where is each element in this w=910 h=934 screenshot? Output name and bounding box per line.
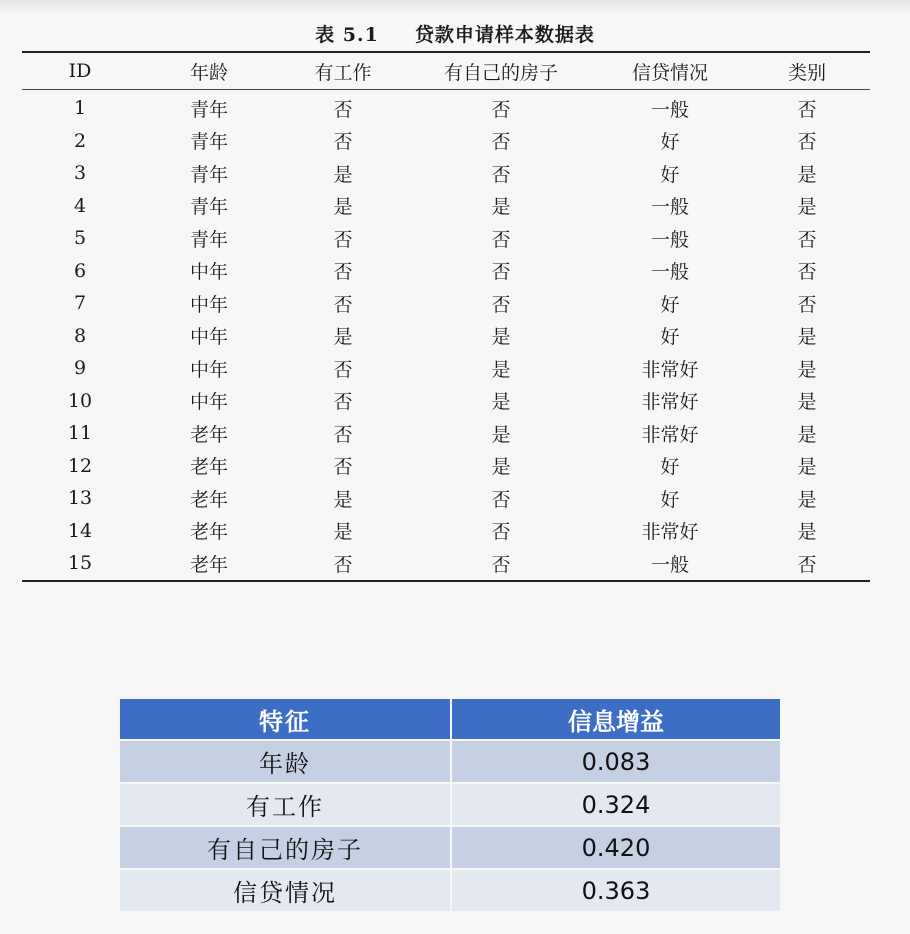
cell-credit: 好 <box>660 326 680 349</box>
gain-feature-cell: 年龄 <box>120 739 452 782</box>
cell-id: 3 <box>73 162 87 185</box>
table-row <box>22 90 870 125</box>
table-row <box>22 320 870 353</box>
table-caption <box>0 20 910 47</box>
cell-class: 是 <box>797 163 817 186</box>
cell-has-job: 否 <box>280 547 406 581</box>
cell-id: 8 <box>73 324 87 347</box>
cell-age: 中年 <box>189 261 228 284</box>
cell-id: 13 <box>67 487 93 510</box>
cell-class: 否 <box>797 293 817 316</box>
gain-row <box>120 868 780 911</box>
gain-feature-cell: 有工作 <box>120 782 452 825</box>
cell-age: 中年 <box>189 358 228 381</box>
cell-id: 5 <box>73 227 87 250</box>
cell-has-job: 否 <box>333 391 353 414</box>
cell-has-job: 否 <box>333 98 353 121</box>
cell-own-house: 否 <box>491 131 511 154</box>
table-row <box>22 222 870 255</box>
cell-class: 是 <box>797 488 817 511</box>
gain-row <box>120 825 780 868</box>
info-gain-table <box>120 699 780 911</box>
cell-own-house: 是 <box>491 456 511 479</box>
gain-value-cell: 0.083 <box>452 739 780 782</box>
cell-class: 否 <box>744 547 870 581</box>
cell-has-job: 否 <box>333 423 353 446</box>
cell-own-house: 是 <box>491 196 511 219</box>
gain-value-cell: 0.324 <box>452 782 780 825</box>
cell-age: 青年 <box>189 163 228 186</box>
cell-age: 青年 <box>189 228 228 251</box>
cell-age: 中年 <box>189 293 228 316</box>
loan-sample-table <box>22 51 870 582</box>
header-row <box>22 52 870 90</box>
cell-own-house: 是 <box>491 391 511 414</box>
cell-id: 15 <box>22 547 138 581</box>
header-id: ID <box>22 52 138 90</box>
gain-header-row <box>120 699 780 739</box>
table-row <box>22 482 870 515</box>
cell-own-house: 否 <box>491 521 511 544</box>
table-row <box>22 255 870 288</box>
table-row <box>22 287 870 320</box>
cell-has-job: 是 <box>333 196 353 219</box>
cell-credit: 非常好 <box>641 358 699 381</box>
cell-own-house: 否 <box>491 488 511 511</box>
cell-age: 青年 <box>189 196 228 219</box>
table-row <box>22 417 870 450</box>
cell-own-house: 否 <box>491 163 511 186</box>
cell-class: 否 <box>797 261 817 284</box>
table-row <box>22 385 870 418</box>
cell-has-job: 否 <box>333 293 353 316</box>
gain-feature-cell: 信贷情况 <box>120 868 452 911</box>
cell-credit: 好 <box>660 488 680 511</box>
table-row <box>22 547 870 581</box>
cell-class: 是 <box>797 423 817 446</box>
cell-class: 是 <box>797 456 817 479</box>
cell-class: 是 <box>797 358 817 381</box>
gain-table-body <box>120 739 780 911</box>
cell-credit: 非常好 <box>641 391 699 414</box>
cell-own-house: 否 <box>491 98 511 121</box>
cell-has-job: 否 <box>333 228 353 251</box>
header-credit: 信贷情况 <box>596 52 744 90</box>
cell-has-job: 否 <box>333 358 353 381</box>
cell-class: 否 <box>797 131 817 154</box>
header-has-job: 有工作 <box>280 52 406 90</box>
cell-id: 11 <box>67 422 93 445</box>
cell-own-house: 否 <box>491 228 511 251</box>
cell-credit: 好 <box>660 456 680 479</box>
header-own-house: 有自己的房子 <box>406 52 596 90</box>
gain-header-value: 信息增益 <box>452 699 780 739</box>
caption-number: 表 5.1 <box>315 24 379 46</box>
cell-has-job: 是 <box>333 326 353 349</box>
cell-credit: 非常好 <box>641 521 699 544</box>
cell-id: 1 <box>73 97 87 120</box>
table-row <box>22 190 870 223</box>
cell-age: 老年 <box>189 456 228 479</box>
cell-age: 青年 <box>189 131 228 154</box>
cell-own-house: 否 <box>491 293 511 316</box>
cell-class: 是 <box>797 391 817 414</box>
cell-id: 6 <box>73 259 87 282</box>
cell-credit: 好 <box>660 131 680 154</box>
cell-age: 老年 <box>189 521 228 544</box>
cell-credit: 一般 <box>650 196 689 219</box>
table-row <box>22 352 870 385</box>
table-row <box>22 515 870 548</box>
cell-credit: 非常好 <box>641 423 699 446</box>
cell-class: 是 <box>797 521 817 544</box>
cell-credit: 一般 <box>650 98 689 121</box>
cell-class: 否 <box>797 98 817 121</box>
cell-class: 否 <box>797 228 817 251</box>
cell-id: 7 <box>73 292 87 315</box>
cell-id: 12 <box>67 454 93 477</box>
cell-id: 14 <box>67 519 93 542</box>
gain-row <box>120 739 780 782</box>
cell-age: 中年 <box>189 326 228 349</box>
header-class: 类别 <box>744 52 870 90</box>
cell-id: 4 <box>73 194 87 217</box>
cell-own-house: 否 <box>491 261 511 284</box>
cell-has-job: 是 <box>333 163 353 186</box>
cell-age: 中年 <box>189 391 228 414</box>
gain-row <box>120 782 780 825</box>
cell-own-house: 是 <box>491 423 511 446</box>
cell-age: 老年 <box>189 488 228 511</box>
cell-id: 2 <box>73 129 87 152</box>
cell-id: 10 <box>67 389 93 412</box>
gain-value-cell: 0.363 <box>452 868 780 911</box>
cell-has-job: 否 <box>333 131 353 154</box>
cell-has-job: 否 <box>333 456 353 479</box>
cell-credit: 一般 <box>596 547 744 581</box>
table-row <box>22 125 870 158</box>
cell-credit: 一般 <box>650 228 689 251</box>
cell-own-house: 是 <box>491 326 511 349</box>
cell-has-job: 是 <box>333 521 353 544</box>
cell-age: 老年 <box>189 423 228 446</box>
gain-feature-cell: 有自己的房子 <box>120 825 452 868</box>
table-row <box>22 450 870 483</box>
cell-credit: 一般 <box>650 261 689 284</box>
cell-class: 是 <box>797 326 817 349</box>
cell-id: 9 <box>73 357 87 380</box>
cell-own-house: 是 <box>491 358 511 381</box>
cell-age: 老年 <box>138 547 280 581</box>
gain-header-feature: 特征 <box>120 699 452 739</box>
header-age: 年龄 <box>138 52 280 90</box>
cell-has-job: 否 <box>333 261 353 284</box>
sample-table-body <box>22 90 870 581</box>
cell-class: 是 <box>797 196 817 219</box>
cell-credit: 好 <box>660 163 680 186</box>
cell-credit: 好 <box>660 293 680 316</box>
table-row <box>22 157 870 190</box>
caption-title: 贷款申请样本数据表 <box>414 24 595 46</box>
top-shadow <box>0 0 910 14</box>
cell-has-job: 是 <box>333 488 353 511</box>
gain-value-cell: 0.420 <box>452 825 780 868</box>
cell-own-house: 否 <box>406 547 596 581</box>
cell-age: 青年 <box>189 98 228 121</box>
